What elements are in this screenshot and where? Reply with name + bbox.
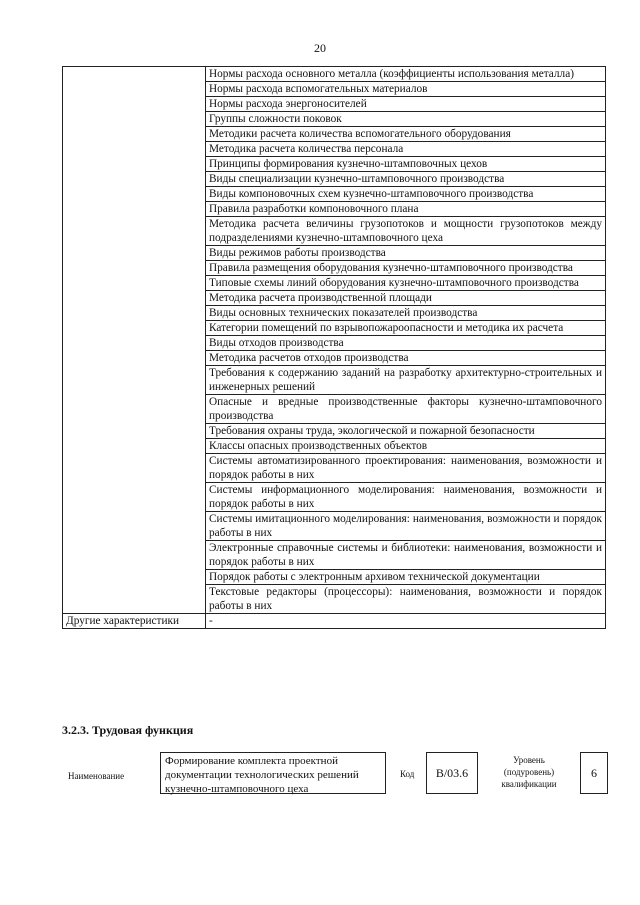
knowledge-item-text: Системы имитационного моделирования: наименования, возможности и порядок работы в них <box>209 513 602 539</box>
knowledge-item <box>206 112 606 127</box>
knowledge-item-text: Методика расчета величины грузопотоков и мощности грузопотоков между подразделениями кузнечно-штамповочного цеха <box>209 218 602 244</box>
knowledge-item-text: Принципы формирования кузнечно-штамповочных цехов <box>209 158 488 170</box>
other-characteristics-label: Другие характеристики <box>63 614 206 629</box>
knowledge-item-text: Типовые схемы линий оборудования кузнечно-штамповочного производства <box>209 277 579 289</box>
knowledge-item <box>206 157 606 172</box>
labor-function-header <box>62 752 606 800</box>
knowledge-item-text: Методика расчета производственной площади <box>209 292 432 304</box>
knowledge-item-text: Нормы расхода основного металла (коэффициенты использования металла) <box>209 68 574 80</box>
knowledge-item-text: Классы опасных производственных объектов <box>209 440 428 452</box>
function-code-box: B/03.6 <box>426 752 478 794</box>
knowledge-item-text: Виды специализации кузнечно-штамповочного производства <box>209 173 505 185</box>
knowledge-item-text: Нормы расхода вспомогательных материалов <box>209 83 428 95</box>
function-name-box: Формирование комплекта проектной документации технологических решений кузнечно-штамповочного цеха <box>160 752 386 794</box>
knowledge-item-text: Категории помещений по взрывопожароопасности и методика их расчета <box>209 322 564 334</box>
knowledge-item-text: Виды отходов производства <box>209 337 344 349</box>
knowledge-item-text: Виды режимов работы производства <box>209 247 386 259</box>
knowledge-item-text: Системы информационного моделирования: наименования, возможности и порядок работы в них <box>209 484 602 510</box>
knowledge-item-text: Методики расчета количества вспомогательного оборудования <box>209 128 511 140</box>
knowledge-item <box>206 142 606 157</box>
knowledge-table <box>62 66 606 629</box>
knowledge-item <box>206 424 606 439</box>
knowledge-item <box>206 202 606 217</box>
knowledge-item-text: Виды основных технических показателей производства <box>209 307 478 319</box>
knowledge-item <box>206 97 606 112</box>
knowledge-item <box>206 82 606 97</box>
level-label: Уровень (подуровень) квалификации <box>501 755 557 789</box>
page-number: 20 <box>314 41 326 55</box>
level-box: 6 <box>580 752 608 794</box>
knowledge-item-text: Опасные и вредные производственные факторы кузнечно-штамповочного производства <box>209 396 602 422</box>
knowledge-item <box>206 585 606 614</box>
knowledge-item-text: Порядок работы с электронным архивом технической документации <box>209 571 540 583</box>
knowledge-item <box>206 351 606 366</box>
section-title: 3.2.3. Трудовая функция <box>62 723 194 737</box>
knowledge-item-text: Методика расчетов отходов производства <box>209 352 409 364</box>
knowledge-item <box>206 321 606 336</box>
knowledge-item <box>206 217 606 246</box>
knowledge-item <box>206 246 606 261</box>
knowledge-item <box>206 187 606 202</box>
code-label: Код <box>400 769 415 779</box>
knowledge-item-text: Группы сложности поковок <box>209 113 342 125</box>
name-label: Наименование <box>68 771 125 781</box>
knowledge-item-text: Системы автоматизированного проектирования: наименования, возможности и порядок работы в них <box>209 455 602 481</box>
knowledge-item <box>206 395 606 424</box>
table-row-other <box>63 614 606 629</box>
knowledge-item-text: Нормы расхода энергоносителей <box>209 98 367 110</box>
knowledge-item <box>206 541 606 570</box>
knowledge-item <box>206 512 606 541</box>
knowledge-item <box>206 127 606 142</box>
knowledge-item-text: Текстовые редакторы (процессоры): наименования, возможности и порядок работы в них <box>209 586 602 612</box>
knowledge-item-text: Правила разработки компоновочного плана <box>209 203 419 215</box>
knowledge-item <box>206 172 606 187</box>
table-left-cell <box>63 67 206 614</box>
knowledge-item <box>206 306 606 321</box>
knowledge-item <box>206 570 606 585</box>
knowledge-item <box>206 67 606 82</box>
knowledge-item-text: Требования к содержанию заданий на разработку архитектурно-строительных и инженерных решений <box>209 367 602 393</box>
knowledge-item <box>206 454 606 483</box>
knowledge-item-text: Правила размещения оборудования кузнечно-штамповочного производства <box>209 262 573 274</box>
knowledge-item-text: Требования охраны труда, экологической и пожарной безопасности <box>209 425 535 437</box>
knowledge-item-text: Методика расчета количества персонала <box>209 143 404 155</box>
knowledge-item <box>206 483 606 512</box>
knowledge-item <box>206 261 606 276</box>
knowledge-item-text: Виды компоновочных схем кузнечно-штамповочного производства <box>209 188 534 200</box>
knowledge-item <box>206 336 606 351</box>
knowledge-item <box>206 366 606 395</box>
knowledge-item <box>206 439 606 454</box>
knowledge-item <box>206 291 606 306</box>
knowledge-item <box>206 276 606 291</box>
knowledge-item-text: Электронные справочные системы и библиотеки: наименования, возможности и порядок работы в них <box>209 542 602 568</box>
table-row <box>63 67 606 82</box>
other-characteristics-value: - <box>206 614 606 629</box>
